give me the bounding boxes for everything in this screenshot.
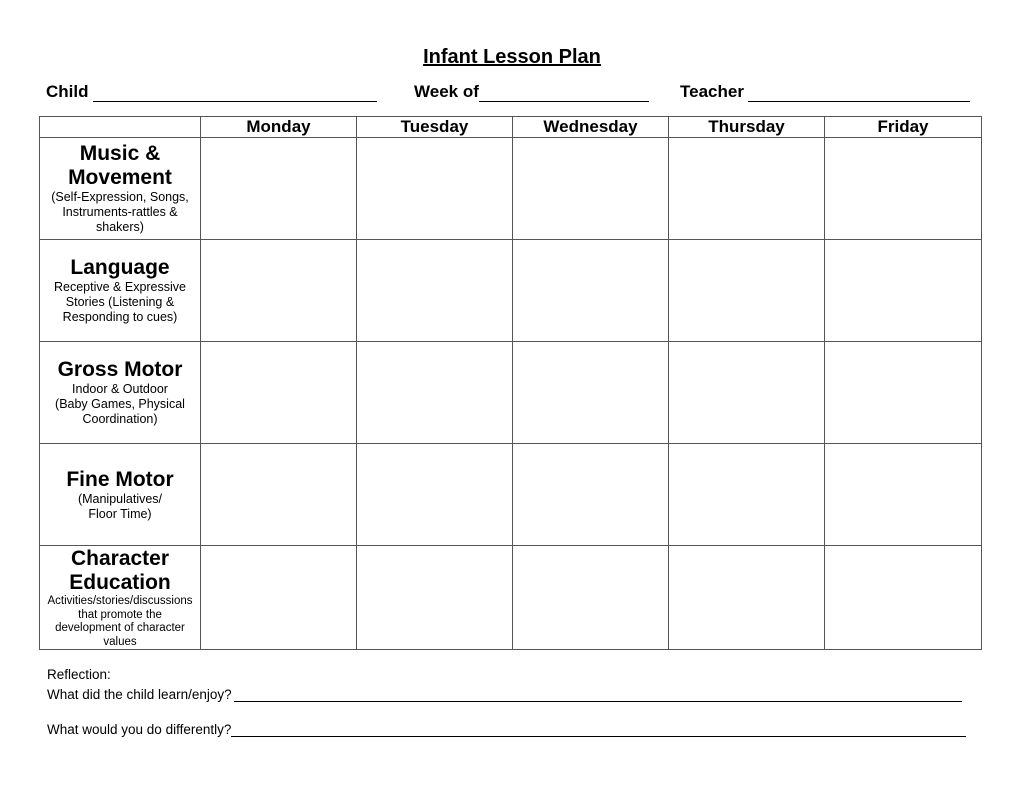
week-field xyxy=(414,82,649,102)
plan-cell[interactable] xyxy=(357,444,513,546)
category-subtitle: Indoor & Outdoor (Baby Games, Physical Coordination) xyxy=(55,382,185,426)
plan-cell[interactable] xyxy=(513,240,669,342)
week-label: Week of xyxy=(414,82,479,101)
table-row xyxy=(40,342,982,444)
category-title: Language xyxy=(70,256,170,279)
category-subtitle: (Manipulatives/ Floor Time) xyxy=(77,492,163,521)
reflection-heading: Reflection: xyxy=(47,667,111,682)
lesson-plan-table xyxy=(39,116,982,650)
plan-cell[interactable] xyxy=(513,546,669,650)
plan-cell[interactable] xyxy=(357,240,513,342)
plan-cell[interactable] xyxy=(669,138,825,240)
row-label-music-movement xyxy=(40,138,201,240)
plan-cell[interactable] xyxy=(201,138,357,240)
question-2-answer-line[interactable] xyxy=(231,722,966,737)
day-header-tuesday: Tuesday xyxy=(357,117,513,138)
table-row xyxy=(40,546,982,650)
plan-cell[interactable] xyxy=(357,342,513,444)
plan-cell[interactable] xyxy=(825,240,982,342)
category-subtitle: Receptive & Expressive Stories (Listening & Responding to cues) xyxy=(53,280,186,324)
table-row xyxy=(40,444,982,546)
plan-cell[interactable] xyxy=(201,444,357,546)
teacher-input-line[interactable] xyxy=(748,83,970,102)
plan-cell[interactable] xyxy=(825,342,982,444)
plan-cell[interactable] xyxy=(669,546,825,650)
plan-cell[interactable] xyxy=(201,240,357,342)
reflection-question-2 xyxy=(47,722,966,737)
plan-cell[interactable] xyxy=(825,444,982,546)
day-header-monday: Monday xyxy=(201,117,357,138)
row-label-fine-motor xyxy=(40,444,201,546)
week-input-line[interactable] xyxy=(479,83,649,102)
reflection-question-1 xyxy=(47,687,962,702)
teacher-label: Teacher xyxy=(680,82,744,101)
child-label: Child xyxy=(46,82,89,101)
day-header-wednesday: Wednesday xyxy=(513,117,669,138)
plan-cell[interactable] xyxy=(357,138,513,240)
plan-cell[interactable] xyxy=(825,138,982,240)
plan-cell[interactable] xyxy=(513,138,669,240)
table-header-row xyxy=(40,117,982,138)
child-input-line[interactable] xyxy=(93,83,377,102)
plan-cell[interactable] xyxy=(669,342,825,444)
table-row xyxy=(40,240,982,342)
question-1-answer-line[interactable] xyxy=(234,687,962,702)
day-header-friday: Friday xyxy=(825,117,982,138)
row-label-language xyxy=(40,240,201,342)
plan-cell[interactable] xyxy=(669,444,825,546)
category-subtitle: Activities/stories/discussions that promote the development of character values xyxy=(47,595,193,648)
page-title: Infant Lesson Plan xyxy=(423,46,601,68)
day-header-thursday: Thursday xyxy=(669,117,825,138)
plan-cell[interactable] xyxy=(201,546,357,650)
row-label-character-education xyxy=(40,546,201,650)
question-2-label: What would you do differently? xyxy=(47,722,232,737)
corner-cell xyxy=(40,117,201,138)
plan-cell[interactable] xyxy=(513,444,669,546)
plan-cell[interactable] xyxy=(357,546,513,650)
plan-cell[interactable] xyxy=(201,342,357,444)
category-title: Fine Motor xyxy=(66,468,174,491)
category-title: Gross Motor xyxy=(57,358,183,381)
category-subtitle: (Self-Expression, Songs, Instruments-rattles & shakers) xyxy=(51,190,189,234)
child-field xyxy=(46,82,377,102)
category-title: Music & Movement xyxy=(68,142,172,189)
plan-cell[interactable] xyxy=(669,240,825,342)
teacher-field xyxy=(680,82,970,102)
plan-cell[interactable] xyxy=(825,546,982,650)
question-1-label: What did the child learn/enjoy? xyxy=(47,687,232,702)
category-title: Character Education xyxy=(69,547,171,594)
plan-cell[interactable] xyxy=(513,342,669,444)
table-row xyxy=(40,138,982,240)
row-label-gross-motor xyxy=(40,342,201,444)
